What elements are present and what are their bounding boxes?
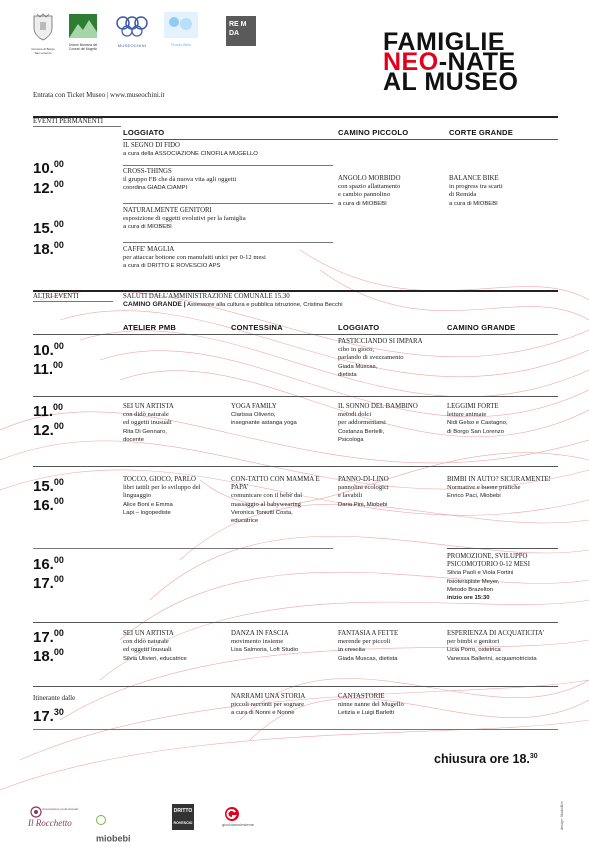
row2-loggiato: IL SONNO DEL BAMBINO metodi dolci per addormentarsi Costanza Bertelli, Psicologa [338, 403, 418, 443]
row2-time-1: 11.00 [33, 402, 64, 420]
comune-logo [30, 12, 56, 55]
rocchetto-name: Il Rocchetto [28, 818, 72, 828]
remida-text: RE M DA [229, 21, 247, 37]
title-neo: NEO [383, 48, 439, 76]
row3-rule-b [447, 548, 558, 549]
g-letter-icon [224, 806, 240, 822]
title-line-3: AL MUSEO [383, 68, 519, 96]
col-contessina: CONTESSINA [231, 323, 283, 332]
giochiamo-logo [222, 806, 272, 827]
comune-caption: Comune di Borgo San Lorenzo [31, 47, 55, 55]
row3-time-2: 16.00 [33, 496, 64, 514]
col-loggiato-2: LOGGIATO [338, 323, 380, 332]
row3-camino-grande: BIMBI IN AUTO? SICURAMENTE! Normative e buone pratiche Enrico Paci, Miobebi [447, 476, 551, 500]
row5-loggiato: FANTASIA A FETTE merende per piccoli in crescita Giada Muscas, dietista [338, 630, 399, 662]
saluti-line: SALUTI DALL'AMMINISTRAZIONE COMUNALE 15.30 CAMINO GRANDE | Assessore alla cultura e pubblica istruzione, Cristina Becchi [123, 293, 343, 309]
design-credit: design: StudioBini [560, 801, 564, 830]
loggiato-event-4: CAFFE' MAGLIA per attaccar bottone con manufatti unici per 0-12 mesi a cura di DRITTO E ROVESCIO APS [123, 246, 266, 270]
giochiamo-name: giochiamoinsieme [222, 822, 255, 827]
row3-time-1: 15.00 [33, 477, 64, 495]
dritto-rovescio-logo [172, 804, 194, 830]
title-line-1: FAMIGLIE [383, 28, 506, 56]
col-corte-grande: CORTE GRANDE [449, 128, 513, 137]
row2-atelier: SEI UN ARTISTA con didò naturale ed oggetti inusuali Rita Di Gennaro, docente [123, 403, 174, 443]
row5-time-2: 18.00 [33, 647, 64, 665]
perm-time-2: 12.00 [33, 179, 64, 197]
rocchetto-top: Associazione professionale [42, 807, 79, 811]
loggiato-event-2: CROSS-THINGS il gruppo FB che dà nuova vita agli oggetti coordina GIADA CIAMPI [123, 168, 237, 192]
corte-grande-event: BALANCE BIKE in progress tra scarti di Remida a cura di MIOBEBI [449, 175, 503, 207]
entry-text: Entrata con Ticket Museo | www.museochini.it [33, 91, 165, 99]
row2-time-2: 12.00 [33, 421, 64, 439]
row4-camino-grande: PROMOZIONE, SVILUPPO PSICOMOTORIO 0-12 MESI Silvia Paoli e Viola Fortini fisioterapiste Meyer, Metodo Brazelton inizio ore 15:30 [447, 553, 530, 602]
permanent-label: EVENTI PERMANENTI [33, 118, 104, 125]
loggiato-rule-2 [123, 203, 333, 204]
unione-logo [66, 14, 100, 51]
dritto-top: DRITTO [173, 808, 193, 814]
others-top-rule [33, 290, 558, 292]
unione-caption: Unione Montana dei Comuni del Mugello [68, 43, 98, 51]
perm-time-4: 18.00 [33, 240, 64, 258]
row6-rule [33, 729, 558, 730]
row5-rule [33, 686, 558, 687]
row1-rule [33, 396, 558, 397]
row4-time-1: 16.00 [33, 555, 64, 573]
row5-contessina: DANZA IN FASCIA movimento insieme Lisa Salmoria, Loft Studio [231, 630, 299, 654]
row1-time-2: 11.00 [33, 360, 64, 378]
row3-atelier: TOCCO, GIOCO, PARLO libri tattili per lo sviluppo del linguaggio Alice Boni e Emma Lapi – logopediste [123, 476, 201, 516]
permanent-top-rule [33, 116, 558, 118]
row2-contessina: YOGA FAMILY Clarissa Oliverio, insegnante astanga yoga [231, 403, 297, 427]
row6-loggiato: CANTASTORIE ninne nanne del Mugello Letizia e Luigi Barletti [338, 693, 404, 717]
loggiato-rule-1 [123, 165, 333, 166]
saluti-place: CAMINO GRANDE | [123, 301, 186, 309]
row3-rule-a [33, 548, 333, 549]
loggiato-rule-3 [123, 242, 333, 243]
col-atelier-pmb: ATELIER PMB [123, 323, 177, 332]
mountains-icon [69, 14, 97, 38]
saluti-who: Assessore alla cultura e pubblica istruzione, Cristina Becchi [185, 302, 343, 309]
itinerante-label: Itinerante dalle [33, 694, 76, 702]
title-nate: -NATE [438, 48, 516, 76]
loggiato-event-3: NATURALMENTE GENITORI esposizione di oggetti evolutivi per la famiglia a cura di MIOBEBI [123, 207, 246, 231]
col-loggiato: LOGGIATO [123, 128, 165, 137]
museo-chini-mark-icon [114, 14, 150, 38]
row5-camino-grande: ESPERIENZA DI ACQUATICITA' per bimbi e genitori Licia Porro, ostetrica Vanessa Ballerini, acquamotricista [447, 630, 544, 662]
remida-logo [226, 16, 256, 46]
closing-time: chiusura ore 18.30 [434, 752, 538, 766]
others-head-rule [33, 334, 558, 335]
row4-rule [33, 622, 558, 623]
museo-caption: MUSEOCHINI [117, 43, 147, 48]
row2-camino-grande: LEGGIMI FORTE letture animate Nidi Gelso e Castagno, di Borgo San Lorenzo [447, 403, 508, 435]
flower-icon [30, 806, 42, 818]
row5-time-1: 17.00 [33, 628, 64, 646]
museo-chini-logo [114, 14, 150, 48]
piccolo-mark-icon [164, 12, 198, 38]
page-title [383, 28, 519, 96]
row3-loggiato: PANNO-DI-LINO pannolini ecologici e lavabili Daria Pini, Miobebi [338, 476, 389, 508]
row3-contessina: CON-TATTO CON MAMMA E PAPA' comunicare con il bebè dal massaggio al babywearing Veronica Toniutti Costa, educatrice [231, 476, 320, 525]
row6-contessina: NARRAMI UNA STORIA piccoli racconti per sognare a cura di Nonni e Nonne [231, 693, 306, 717]
row4-time-2: 17.00 [33, 574, 64, 592]
loggiato-event-1: IL SEGNO DI FIDO a cura della ASSOCIAZIONE CINOFILA MUGELLO [123, 142, 258, 158]
row1-loggiato: PASTICCIANDO SI IMPARA cibo in gioco, parlando di svezzamento Giada Muscas, dietista [338, 338, 423, 378]
row6-time: 17.30 [33, 707, 64, 725]
col-camino-grande: CAMINO GRANDE [447, 323, 516, 332]
permanent-head-rule [123, 139, 558, 140]
col-camino-piccolo: CAMINO PICCOLO [338, 128, 409, 137]
others-label: ALTRI EVENTI [33, 293, 79, 300]
perm-time-3: 15.00 [33, 219, 64, 237]
miobebi-name: miobebi [96, 833, 131, 844]
miobebi-mark-icon [96, 815, 106, 825]
row1-time-1: 10.00 [33, 341, 64, 359]
rocchetto-logo [28, 806, 88, 828]
miobebi-logo [96, 811, 144, 847]
piccolo-caption: Piccolo Bello [170, 43, 192, 47]
perm-time-1: 10.00 [33, 159, 64, 177]
others-label-rule [33, 301, 113, 302]
row2-rule [33, 466, 558, 467]
row5-atelier: SEI UN ARTISTA con didò naturale ed oggetti inusuali Silvia Ulivieri, educatrice [123, 630, 187, 662]
dritto-bottom: ROVESCIO [173, 821, 193, 825]
camino-piccolo-event: ANGOLO MORBIDO con spazio allattamento e cambio pannolino a cura di MIOBEBI [338, 175, 401, 207]
coat-of-arms-icon [30, 12, 56, 42]
piccolo-logo [164, 12, 198, 47]
permanent-label-rule [33, 126, 121, 127]
